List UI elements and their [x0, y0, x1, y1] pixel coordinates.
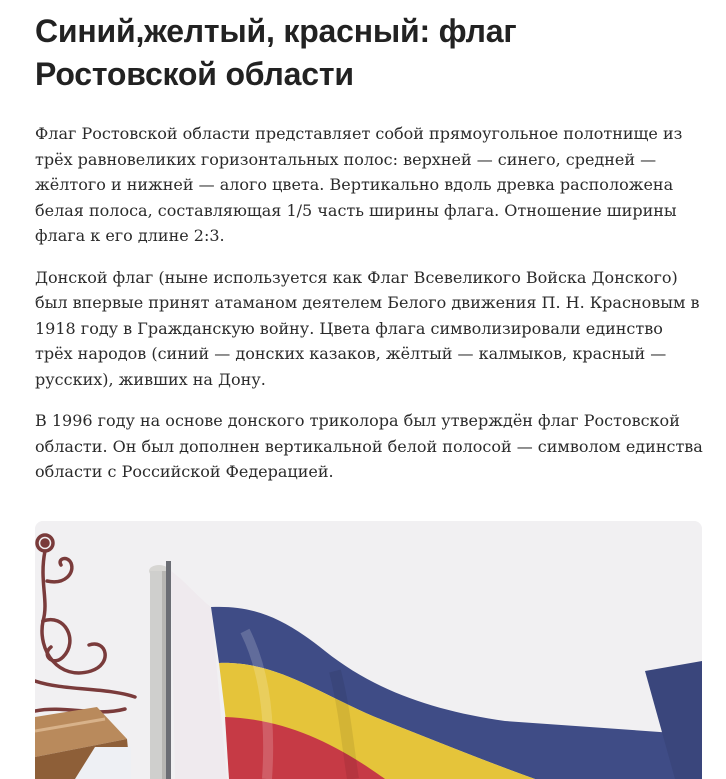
article-paragraph: Флаг Ростовской области представляет собой прямоугольное полотнище из трёх равновеликих горизонтальных полос: верхней — синего, средней — жёлтого и нижней — алого цвета. Вертикально вдоль древка расположена белая полоса, составляющая 1/5 часть ширины флага. Отношение ширины флага к его длине 2:3.: [35, 124, 683, 245]
flag-pole: [149, 561, 171, 779]
article-paragraph: Донской флаг (ныне используется как Флаг Всевеликого Войска Донского) был впервые принят атаманом деятелем Белого движения П. Н. Красновым в 1918 году в Гражданскую войну. Цвета флага символизировали единство трёх народов (синий — донских казаков, жёлтый — калмыков, красный — русских), живших на Дону.: [35, 267, 700, 389]
page-title: Синий,желтый, красный: флаг Ростовской области: [35, 13, 517, 92]
article-paragraph: В 1996 году на основе донского триколора был утверждён флаг Ростовской области. Он был дополнен вертикальной белой полосой — символом единства области с Российской Федерацией.: [35, 411, 703, 481]
article: [35, 0, 703, 485]
flag-photo-illustration: [35, 521, 702, 779]
article-photo-flag: [35, 521, 702, 779]
